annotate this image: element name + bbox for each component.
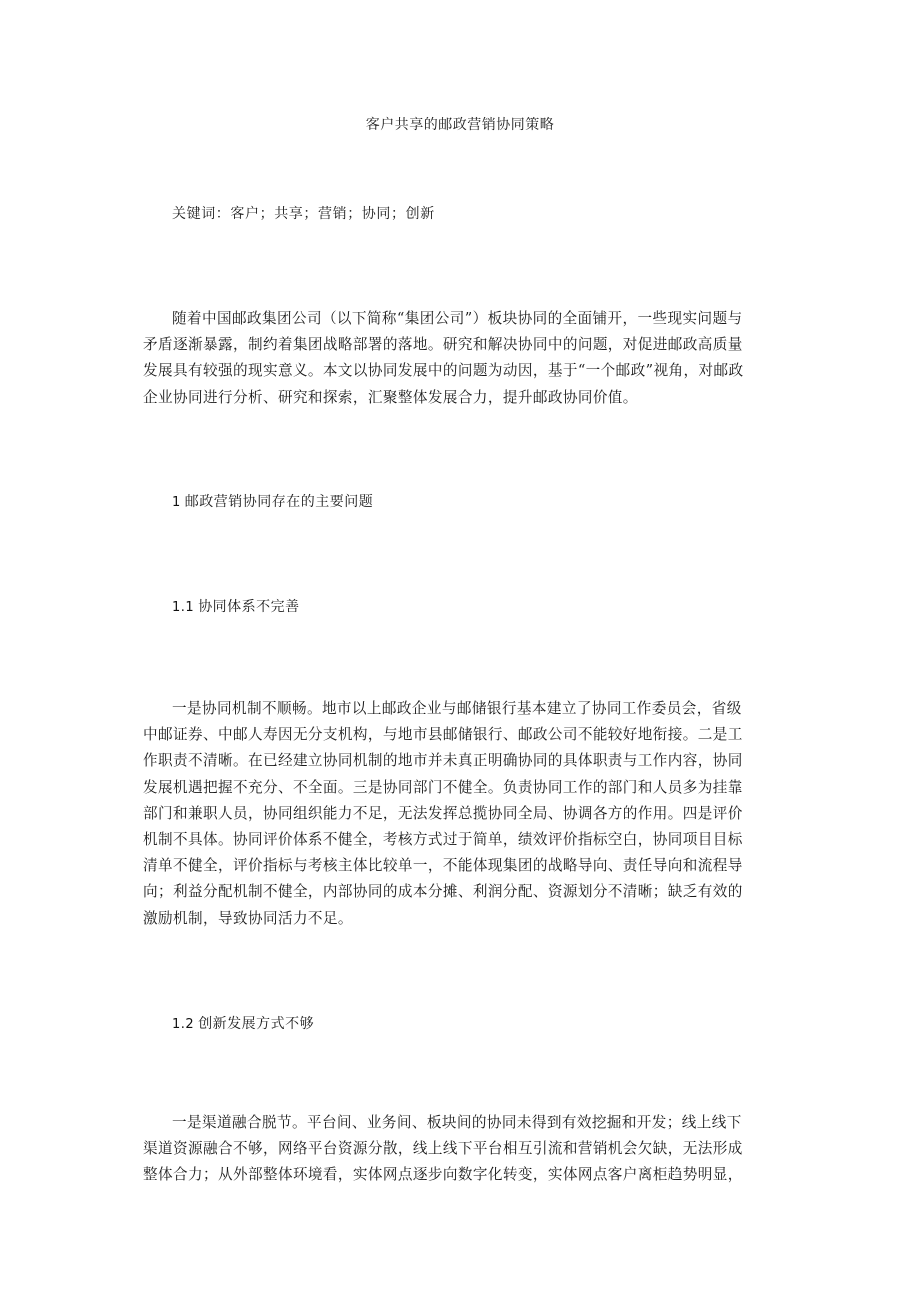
section-1-2-paragraph [143, 1110, 795, 1189]
paragraph-line: 中邮证券、中邮人寿因无分支机构，与地市县邮储银行、邮政公司不能较好地衔接。二是工 [143, 726, 743, 744]
paragraph-line: 部门和兼职人员，协同组织能力不足，无法发挥总揽协同全局、协调各方的作用。四是评价 [143, 804, 743, 822]
paragraph-line: 一是协同机制不顺畅。地市以上邮政企业与邮储银行基本建立了协同工作委员会，省级 [172, 700, 742, 717]
paragraph-line: 发展具有较强的现实意义。本文以协同发展中的问题为动因，基于“一个邮政”视角，对邮政 [143, 362, 744, 380]
section-heading-text: 创新发展方式不够 [198, 1016, 315, 1032]
section-heading-1-1 [172, 597, 300, 618]
paragraph-line: 企业协同进行分析、研究和探索，汇聚整体发展合力，提升邮政协同价值。 [143, 388, 638, 406]
paragraph-line: 随着中国邮政集团公司（以下简称“集团公司”）板块协同的全面铺开，一些现实问题与 [172, 310, 743, 327]
section-number: 1 [172, 495, 181, 510]
section-heading-1-2 [172, 1014, 314, 1035]
section-1-1-paragraph [143, 696, 795, 932]
section-heading-text: 邮政营销协同存在的主要问题 [184, 494, 374, 510]
paragraph-line: 作职责不清晰。在已经建立协同机制的地市并未真正明确协同的具体职责与工作内容，协同 [143, 752, 743, 770]
paragraph-line: 激励机制，导致协同活力不足。 [143, 909, 353, 927]
paragraph-line: 矛盾逐渐暴露，制约着集团战略部署的落地。研究和解决协同中的问题，对促进邮政高质量 [143, 336, 743, 354]
section-heading-1 [172, 492, 373, 513]
paragraph-line: 一是渠道融合脱节。平台间、业务间、板块间的协同未得到有效挖掘和开发；线上线下 [172, 1114, 742, 1131]
intro-paragraph [143, 306, 795, 411]
paragraph-line: 渠道资源融合不够，网络平台资源分散，线上线下平台相互引流和营销机会欠缺，无法形成 [143, 1140, 743, 1158]
paragraph-line: 整体合力；从外部整体环境看，实体网点逐步向数字化转变，实体网点客户离柜趋势明显， [143, 1166, 743, 1184]
section-number: 1.2 [172, 1017, 195, 1032]
paragraph-line: 向；利益分配机制不健全，内部协同的成本分摊、利润分配、资源划分不清晰；缺乏有效的 [143, 883, 743, 901]
keywords-line: 关键词：客户；共享；营销；协同；创新 [172, 206, 435, 222]
paragraph-line: 发展机遇把握不充分、不全面。三是协同部门不健全。负责协同工作的部门和人员多为挂靠 [143, 778, 743, 796]
document-title: 客户共享的邮政营销协同策略 [365, 117, 555, 133]
paragraph-line: 清单不健全，评价指标与考核主体比较单一，不能体现集团的战略导向、责任导向和流程导 [143, 857, 743, 875]
section-number: 1.1 [172, 600, 195, 615]
paragraph-line: 机制不具体。协同评价体系不健全，考核方式过于简单，绩效评价指标空白，协同项目目标 [143, 830, 743, 848]
section-heading-text: 协同体系不完善 [198, 599, 300, 615]
